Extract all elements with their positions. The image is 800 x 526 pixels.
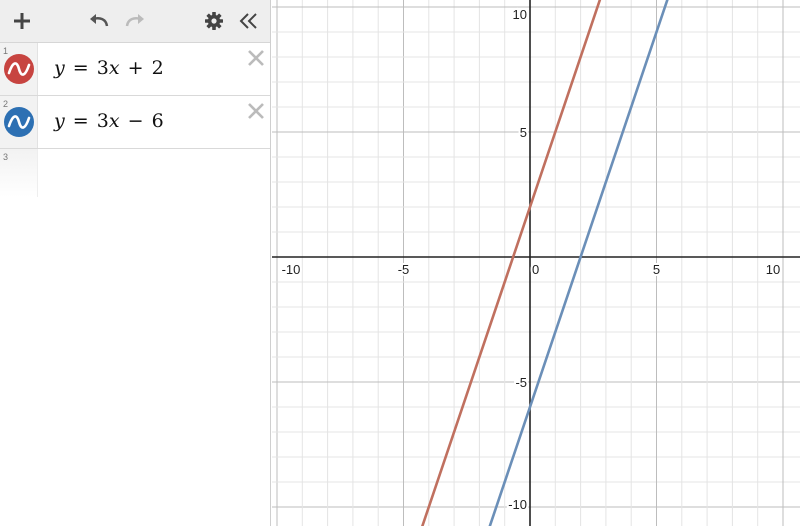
x-tick-label: 0	[532, 262, 540, 277]
expression-index: 2	[3, 99, 9, 109]
expression-tab	[0, 149, 38, 197]
expression-input[interactable]: y = 3x + 2	[54, 57, 164, 79]
delete-expression-button[interactable]	[245, 47, 267, 69]
expression-tab	[0, 43, 38, 95]
redo-icon	[123, 11, 147, 31]
x-tick-label: 10	[765, 262, 781, 277]
expression-row-1[interactable]	[0, 43, 270, 96]
graph-canvas[interactable]	[272, 0, 800, 526]
undo-icon	[87, 11, 111, 31]
wave-icon	[7, 61, 31, 77]
expression-toolbar	[0, 0, 270, 43]
gear-icon	[204, 11, 224, 31]
expression-row-3-empty[interactable]	[0, 149, 270, 197]
collapse-panel-button[interactable]	[236, 8, 262, 34]
plus-icon	[12, 11, 32, 31]
y-tick-label: -10	[508, 497, 527, 512]
expression-list-panel	[0, 0, 271, 526]
close-icon	[245, 47, 267, 69]
redo-button[interactable]	[122, 8, 148, 34]
y-tick-label: 5	[519, 125, 527, 140]
add-expression-button[interactable]	[9, 8, 35, 34]
y-tick-label: 10	[512, 7, 527, 22]
expression-index: 3	[3, 152, 9, 162]
x-tick-label: -5	[397, 262, 410, 277]
double-chevron-left-icon	[238, 11, 260, 31]
close-icon	[245, 100, 267, 122]
graph-paper[interactable]	[272, 0, 800, 526]
x-tick-label: -10	[281, 262, 301, 277]
delete-expression-button[interactable]	[245, 100, 267, 122]
wave-icon	[7, 114, 31, 130]
expression-row-2[interactable]	[0, 96, 270, 149]
expression-tab	[0, 96, 38, 148]
x-tick-label: 5	[652, 262, 661, 277]
expression-index: 1	[3, 46, 9, 56]
expression-input[interactable]: y = 3x − 6	[54, 110, 164, 132]
undo-button[interactable]	[86, 8, 112, 34]
expression-color-toggle[interactable]	[4, 54, 34, 84]
settings-button[interactable]	[201, 8, 227, 34]
y-tick-label: -5	[515, 375, 527, 390]
expression-color-toggle[interactable]	[4, 107, 34, 137]
